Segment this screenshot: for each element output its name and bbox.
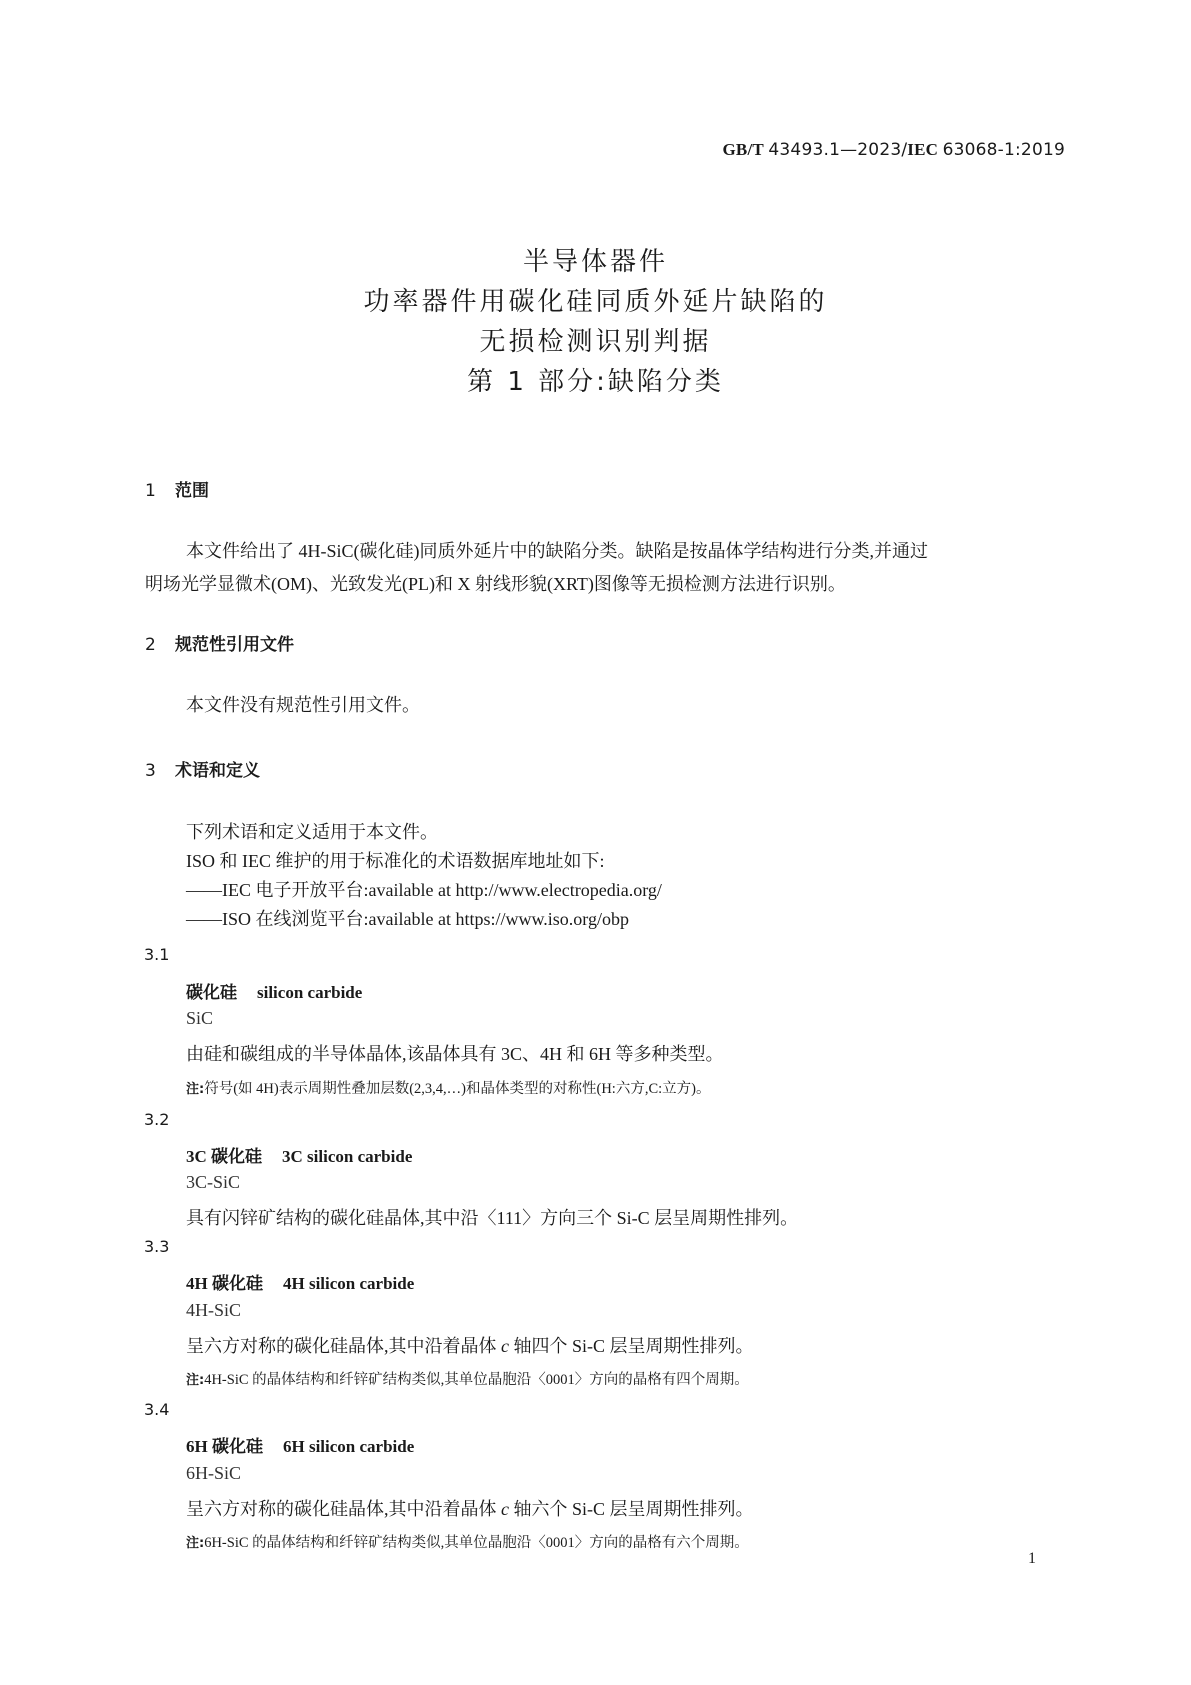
- page-number: 1: [1028, 1550, 1036, 1567]
- iec-electropedia-link[interactable]: ——IEC 电子开放平台:available at http://www.electropedia.org/: [186, 880, 662, 900]
- normative-references-paragraph: 本文件没有规范性引用文件。: [186, 695, 420, 715]
- clause-number: 3.3: [144, 1237, 170, 1256]
- term-symbol: SiC: [186, 1008, 214, 1028]
- term-note: 注:符号(如 4H)表示周期性叠加层数(2,3,4,…)和晶体类型的对称性(H:六方,C:立方)。: [186, 1081, 711, 1097]
- terms-intro-1: 下列术语和定义适用于本文件。: [186, 822, 438, 842]
- term-title: 3C 碳化硅 3C silicon carbide: [186, 1147, 413, 1166]
- clause-number: 3.4: [144, 1400, 170, 1419]
- term-title: 4H 碳化硅 4H silicon carbide: [186, 1274, 415, 1293]
- term-symbol: 6H-SiC: [186, 1463, 242, 1483]
- term-title: 6H 碳化硅 6H silicon carbide: [186, 1437, 415, 1456]
- term-symbol: 3C-SiC: [186, 1172, 241, 1192]
- term-note: 注:4H-SiC 的晶体结构和纤锌矿结构类似,其单位晶胞沿〈0001〉方向的晶格有四个周期。: [186, 1372, 749, 1388]
- clause-number: 3.1: [144, 945, 170, 964]
- section-heading-terms: 3 术语和定义: [145, 761, 260, 781]
- term-note: 注:6H-SiC 的晶体结构和纤锌矿结构类似,其单位晶胞沿〈0001〉方向的晶格有六个周期。: [186, 1535, 749, 1551]
- iso-obp-link[interactable]: ——ISO 在线浏览平台:available at https://www.iso.org/obp: [186, 909, 629, 929]
- code-iec-number: 63068-1:2019: [942, 140, 1065, 160]
- clause-number: 3.2: [144, 1110, 170, 1129]
- terms-intro-2: ISO 和 IEC 维护的用于标准化的术语数据库地址如下:: [186, 851, 605, 871]
- section-heading-normative-references: 2 规范性引用文件: [145, 635, 294, 655]
- code-prefix: GB/T: [722, 140, 764, 159]
- term-definition: 呈六方对称的碳化硅晶体,其中沿着晶体 c 轴六个 Si-C 层呈周期性排列。: [186, 1499, 754, 1519]
- term-definition: 具有闪锌矿结构的碳化硅晶体,其中沿〈111〉方向三个 Si-C 层呈周期性排列。: [186, 1208, 799, 1228]
- document-title: [0, 242, 1191, 402]
- code-iec: IEC: [907, 140, 939, 159]
- title-line-1: 半导体器件: [522, 247, 668, 277]
- title-line-3: 无损检测识别判据: [479, 327, 712, 357]
- scope-paragraph-line-2: 明场光学显微术(OM)、光致发光(PL)和 X 射线形貌(XRT)图像等无损检测方法进行识别。: [145, 574, 846, 594]
- title-line-4: 第 1 部分:缺陷分类: [467, 367, 724, 397]
- term-definition: 由硅和碳组成的半导体晶体,该晶体具有 3C、4H 和 6H 等多种类型。: [186, 1044, 724, 1064]
- term-title: 碳化硅 silicon carbide: [186, 983, 363, 1002]
- document-code: [723, 140, 1066, 160]
- term-definition: 呈六方对称的碳化硅晶体,其中沿着晶体 c 轴四个 Si-C 层呈周期性排列。: [186, 1336, 754, 1356]
- section-heading-scope: 1 范围: [145, 481, 209, 501]
- term-symbol: 4H-SiC: [186, 1300, 242, 1320]
- code-number: 43493.1—2023/: [768, 140, 908, 160]
- title-line-2: 功率器件用碳化硅同质外延片缺陷的: [363, 287, 828, 317]
- scope-paragraph-line-1: 本文件给出了 4H-SiC(碳化硅)同质外延片中的缺陷分类。缺陷是按晶体学结构进行分类,并通过: [186, 541, 928, 561]
